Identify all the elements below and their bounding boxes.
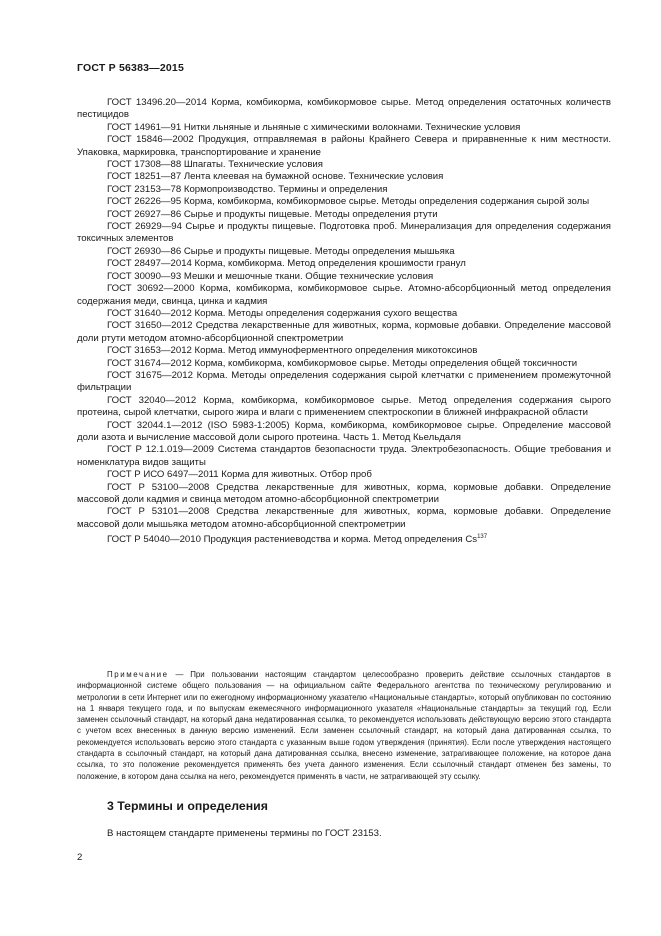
- reference-item-last: [77, 531, 611, 547]
- reference-item: ГОСТ 31674—2012 Корма, комбикорма, комбикормовое сырье. Методы определения общей токсичности: [107, 357, 578, 369]
- section-heading: 3 Термины и определения: [107, 799, 268, 813]
- reference-item: ГОСТ 32040—2012 Корма, комбикорма, комбикормовое сырье. Метод определения содержания сырого протеина, сырой клетчатки, сырого жира и влаги с применением спектроскопии в ближней инфракрасной области: [77, 394, 611, 419]
- reference-item: ГОСТ 26929—94 Сырье и продукты пищевые. Подготовка проб. Минерализация для определения содержания токсичных элементов: [77, 221, 611, 245]
- reference-item: ГОСТ Р 53101—2008 Средства лекарственные для животных, корма, кормовые добавки. Определение массовой доли мышьяка методом атомно-абсорбционной спектрометрии: [77, 506, 611, 530]
- reference-item: ГОСТ 31675—2012 Корма. Методы определения содержания сырой клетчатки с применением промежуточной фильтрации: [77, 369, 611, 394]
- reference-item: ГОСТ 14961—91 Нитки льняные и льняные с химическими волокнами. Технические условия: [107, 121, 521, 133]
- reference-item: ГОСТ 32044.1—2012 (ISO 5983-1:2005) Корма, комбикорма, комбикормовое сырье. Определение массовой доли азота и вычисление массовой доли сырого протеина. Часть 1. Метод Кьельдаля: [77, 419, 611, 443]
- reference-item: ГОСТ 18251—87 Лента клеевая на бумажной основе. Технические условия: [107, 171, 444, 183]
- reference-item: ГОСТ 23153—78 Кормопроизводство. Термины и определения: [107, 183, 388, 195]
- reference-item: ГОСТ Р 53100—2008 Средства лекарственные для животных, корма, кормовые добавки. Определение массовой доли кадмия и свинца методом атомно-абсорбционной спектрометрии: [77, 481, 611, 505]
- reference-item: ГОСТ 17308—88 Шпагаты. Технические условия: [107, 159, 323, 171]
- page-number: 2: [77, 852, 83, 863]
- reference-item: ГОСТ 13496.20—2014 Корма, комбикорма, комбикормовое сырье. Метод определения остаточных количеств пестицидов: [77, 97, 611, 121]
- reference-item: ГОСТ 31650—2012 Средства лекарственные для животных, корма, кормовые добавки. Определение массовой доли ртути методом атомно-абсорбционной спектрометрии: [77, 320, 611, 344]
- document-header: ГОСТ Р 56383—2015: [77, 62, 185, 74]
- reference-item: ГОСТ Р 12.1.019—2009 Система стандартов безопасности труда. Электробезопасность. Общие требования и номенклатура видов защиты: [77, 444, 611, 468]
- reference-item: ГОСТ 26226—95 Корма, комбикорма, комбикормовое сырье. Методы определения содержания сырой золы: [107, 196, 590, 208]
- reference-item: ГОСТ 26927—86 Сырье и продукты пищевые. Методы определения ртути: [107, 208, 438, 220]
- reference-item: ГОСТ 31640—2012 Корма. Методы определения содержания сухого вещества: [107, 307, 458, 319]
- section-body-text: В настоящем стандарте применены термины по ГОСТ 23153.: [107, 828, 382, 839]
- reference-item: ГОСТ 15846—2002 Продукция, отправляемая в районы Крайнего Севера и приравненные к ним местности. Упаковка, маркировка, транспортирование и хранение: [77, 134, 611, 158]
- normative-references-list: [77, 97, 611, 547]
- note-paragraph: [77, 669, 611, 782]
- isotope-superscript: 137: [477, 534, 488, 541]
- reference-item: ГОСТ 28497—2014 Корма, комбикорма. Метод определения крошимости гранул: [107, 258, 466, 270]
- note-text: — При пользовании настоящим стандартом целесообразно проверить действие ссылочных стандартов в информационной системе общего пользования — на официальном сайте Федерального агентства по техническому регулированию и метрологии в сети Интернет или по ежегодному информационному указателю «Национальные стандарты», который опубликован по состоянию на 1 января текущего года, и по выпускам ежемесячного информационного указателя «Национальные стандарты» за текущий год. Если заменен ссылочный стандарт, на который дана недатированная ссылка, то рекомендуется использовать действующую версию этого стандарта с учетом всех внесенных в данную версию изменений. Если заменен ссылочный стандарт, на который дана датированная ссылка, то рекомендуется использовать версию этого стандарта с указанным выше годом утверждения (принятия). Если после утверждения настоящего стандарта в ссылочный стандарт, на который дана датированная ссылка, внесено изменение, затрагивающее положение, на которое дана ссылка, то это положение рекомендуется применять без учета данного изменения. Если ссылочный стандарт отменен без замены, то положение, в котором дана ссылка на него, рекомендуется применять в части, не затрагивающей эту ссылку.: [77, 670, 611, 781]
- reference-item: ГОСТ 26930—86 Сырье и продукты пищевые. Методы определения мышьяка: [107, 245, 455, 257]
- reference-text: ГОСТ Р 54040—2010 Продукция растениеводства и корма. Метод определения Cs: [107, 534, 478, 546]
- note-label: Примечание: [107, 670, 169, 679]
- reference-item: ГОСТ 30692—2000 Корма, комбикорма, комбикормовое сырье. Атомно-абсорбционный метод определения содержания меди, свинца, цинка и кадмия: [77, 283, 611, 307]
- reference-item: ГОСТ Р ИСО 6497—2011 Корма для животных. Отбор проб: [107, 469, 372, 481]
- reference-item: ГОСТ 30090—93 Мешки и мешочные ткани. Общие технические условия: [107, 270, 434, 282]
- reference-item: ГОСТ 31653—2012 Корма. Метод иммуноферментного определения микотоксинов: [107, 345, 478, 357]
